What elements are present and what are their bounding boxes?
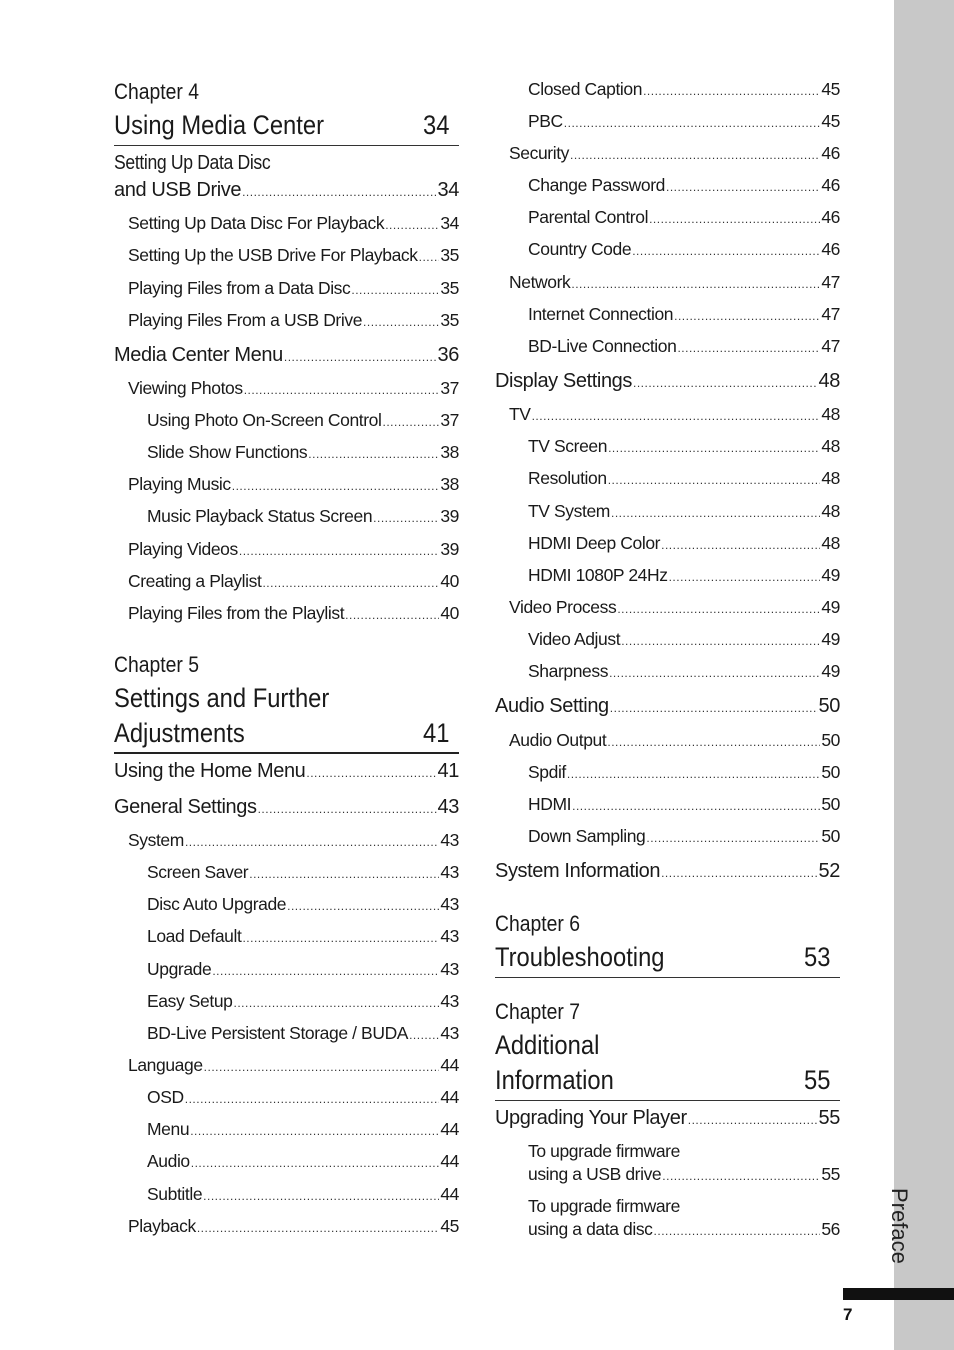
toc-entry[interactable] bbox=[528, 500, 840, 524]
toc-entry[interactable] bbox=[528, 793, 840, 817]
toc-entry[interactable] bbox=[528, 78, 840, 102]
chapter-title bbox=[495, 940, 840, 974]
toc-entry-page: 38 bbox=[440, 474, 459, 494]
toc-leader-dots bbox=[204, 1056, 440, 1078]
toc-entry-label: Language bbox=[128, 1055, 203, 1075]
chapter-label: Chapter 6 bbox=[495, 911, 581, 936]
toc-leader-dots bbox=[654, 1220, 821, 1242]
toc-entry[interactable] bbox=[528, 564, 840, 588]
toc-entry[interactable] bbox=[128, 570, 459, 594]
toc-entry[interactable] bbox=[495, 693, 840, 721]
toc-entry-page: 43 bbox=[440, 991, 459, 1011]
toc-entry[interactable] bbox=[495, 1105, 840, 1133]
toc-leader-dots bbox=[571, 273, 820, 295]
chapter-title bbox=[114, 681, 459, 715]
toc-entry-page: 39 bbox=[440, 539, 459, 559]
toc-leader-dots bbox=[607, 731, 820, 753]
toc-entry[interactable] bbox=[147, 1086, 459, 1110]
toc-entry[interactable] bbox=[128, 1215, 459, 1239]
toc-leader-dots bbox=[242, 179, 436, 205]
toc-leader-dots bbox=[661, 860, 817, 886]
toc-leader-dots bbox=[306, 760, 436, 786]
toc-entry-label: Playback bbox=[128, 1216, 196, 1236]
toc-entry[interactable] bbox=[128, 602, 459, 626]
toc-leader-dots bbox=[649, 208, 820, 230]
toc-entry[interactable] bbox=[147, 990, 459, 1014]
toc-entry-page: 49 bbox=[821, 597, 840, 617]
toc-entry[interactable] bbox=[509, 729, 840, 753]
toc-entry[interactable] bbox=[528, 660, 840, 684]
toc-entry-label: OSD bbox=[147, 1087, 184, 1107]
toc-entry-page: 40 bbox=[440, 571, 459, 591]
toc-leader-dots bbox=[244, 379, 440, 401]
toc-leader-dots bbox=[611, 502, 820, 524]
toc-leader-dots bbox=[239, 540, 439, 562]
toc-entry[interactable] bbox=[147, 1183, 459, 1207]
toc-entry-page: 46 bbox=[821, 143, 840, 163]
toc-leader-dots bbox=[677, 337, 820, 359]
toc-leader-dots bbox=[185, 1088, 440, 1110]
toc-entry-page: 50 bbox=[821, 826, 840, 846]
chapter-page: 34 bbox=[422, 110, 450, 140]
toc-entry-page: 48 bbox=[821, 404, 840, 424]
toc-entry[interactable] bbox=[528, 435, 840, 459]
toc-entry-label: Playing Files from the Playlist bbox=[128, 603, 345, 623]
chapter-title bbox=[495, 1063, 840, 1097]
toc-leader-dots bbox=[419, 246, 440, 268]
toc-entry-label: BD-Live Persistent Storage / BUDA bbox=[147, 1023, 409, 1043]
toc-leader-dots bbox=[383, 411, 440, 433]
toc-entry-label: Disc Auto Upgrade bbox=[147, 894, 287, 914]
toc-entry-label: Display Settings bbox=[495, 370, 632, 392]
toc-entry[interactable] bbox=[528, 467, 840, 491]
toc-entry-page: 38 bbox=[440, 442, 459, 462]
toc-leader-dots bbox=[662, 1165, 820, 1187]
toc-entry-label: Using Photo On-Screen Control bbox=[147, 410, 382, 430]
toc-entry-page: 40 bbox=[440, 603, 459, 623]
toc-entry[interactable] bbox=[128, 212, 459, 236]
chapter-title-text: Additional bbox=[495, 1030, 600, 1060]
toc-leader-dots bbox=[212, 960, 439, 982]
toc-entry-label: Upgrade bbox=[147, 959, 212, 979]
toc-entry-page: 34 bbox=[437, 179, 459, 201]
toc-entry[interactable] bbox=[528, 238, 840, 262]
toc-leader-dots bbox=[608, 469, 821, 491]
toc-entry-label: Country Code bbox=[528, 239, 632, 259]
toc-entry-page: 52 bbox=[818, 860, 840, 882]
toc-entry-page: 45 bbox=[821, 111, 840, 131]
toc-entry-page: 50 bbox=[821, 730, 840, 750]
toc-entry-label: Resolution bbox=[528, 468, 607, 488]
toc-entry[interactable] bbox=[128, 1054, 459, 1078]
toc-entry-page: 43 bbox=[440, 862, 459, 882]
toc-leader-dots bbox=[572, 795, 820, 817]
toc-entry-page: 43 bbox=[440, 959, 459, 979]
chapter-rule bbox=[114, 752, 459, 754]
toc-entry[interactable] bbox=[147, 441, 459, 465]
toc-leader-dots bbox=[373, 507, 439, 529]
toc-leader-dots bbox=[661, 534, 820, 556]
toc-entry[interactable] bbox=[128, 473, 459, 497]
toc-leader-dots bbox=[608, 437, 820, 459]
toc-leader-dots bbox=[669, 566, 821, 588]
toc-entry[interactable] bbox=[114, 342, 459, 370]
toc-entry-label: Menu bbox=[147, 1119, 190, 1139]
toc-entry-page: 43 bbox=[440, 830, 459, 850]
toc-entry-label: HDMI bbox=[528, 794, 572, 814]
toc-entry-label: Change Password bbox=[528, 175, 665, 195]
toc-entry[interactable] bbox=[509, 271, 840, 295]
toc-leader-dots bbox=[363, 311, 439, 333]
toc-entry-page: 35 bbox=[440, 310, 459, 330]
toc-leader-dots bbox=[532, 405, 821, 427]
toc-entry-label: To upgrade firmware bbox=[528, 1196, 680, 1216]
toc-entry[interactable] bbox=[147, 1022, 459, 1046]
toc-leader-dots bbox=[617, 598, 820, 620]
toc-entry-label: Parental Control bbox=[528, 207, 649, 227]
toc-leader-dots bbox=[564, 112, 821, 134]
toc-entry-page: 45 bbox=[440, 1216, 459, 1236]
toc-leader-dots bbox=[643, 80, 820, 102]
toc-entry[interactable] bbox=[528, 110, 840, 134]
toc-entry[interactable] bbox=[528, 1140, 840, 1162]
chapter-title bbox=[114, 108, 459, 142]
toc-entry-label: TV bbox=[509, 404, 531, 424]
toc-leader-dots bbox=[646, 827, 820, 849]
toc-entry-page: 44 bbox=[440, 1087, 459, 1107]
toc-entry-page: 44 bbox=[440, 1119, 459, 1139]
toc-entry[interactable] bbox=[495, 368, 840, 396]
toc-entry-page: 34 bbox=[440, 213, 459, 233]
toc-leader-dots bbox=[666, 176, 820, 198]
chapter-title-text: Troubleshooting bbox=[495, 942, 665, 972]
toc-leader-dots bbox=[287, 895, 439, 917]
toc-leader-dots bbox=[610, 695, 818, 721]
toc-entry-page: 49 bbox=[821, 661, 840, 681]
toc-leader-dots bbox=[632, 240, 820, 262]
toc-entry-label: Subtitle bbox=[147, 1184, 203, 1204]
chapter-page: 55 bbox=[803, 1065, 831, 1095]
toc-entry-label: and USB Drive bbox=[114, 179, 242, 201]
toc-entry-page: 44 bbox=[440, 1184, 459, 1204]
toc-entry-label: Screen Saver bbox=[147, 862, 249, 882]
toc-entry-page: 55 bbox=[818, 1107, 840, 1129]
toc-entry-label: To upgrade firmware bbox=[528, 1141, 680, 1161]
toc-entry-page: 50 bbox=[818, 695, 840, 717]
chapter-rule bbox=[495, 977, 840, 978]
toc-entry[interactable] bbox=[147, 505, 459, 529]
toc-leader-dots bbox=[385, 214, 439, 236]
chapter-label: Chapter 7 bbox=[495, 999, 581, 1024]
toc-entry-page: 36 bbox=[437, 344, 459, 366]
toc-entry[interactable] bbox=[147, 958, 459, 982]
toc-entry-page: 35 bbox=[440, 278, 459, 298]
toc-entry-page: 37 bbox=[440, 410, 459, 430]
toc-entry-page: 46 bbox=[821, 207, 840, 227]
toc-leader-dots bbox=[258, 796, 437, 822]
chapter-rule bbox=[114, 145, 459, 146]
toc-entry[interactable] bbox=[128, 377, 459, 401]
toc-leader-dots bbox=[191, 1152, 440, 1174]
toc-entry-label: HDMI 1080P 24Hz bbox=[528, 565, 668, 585]
toc-leader-dots bbox=[609, 662, 820, 684]
toc-entry-label: Setting Up Data Disc bbox=[114, 152, 271, 174]
toc-leader-dots bbox=[409, 1024, 439, 1046]
toc-entry-page: 55 bbox=[821, 1164, 840, 1184]
page-number-bar bbox=[843, 1288, 954, 1300]
toc-entry[interactable] bbox=[528, 335, 840, 359]
toc-entry-label: Internet Connection bbox=[528, 304, 674, 324]
toc-entry-label: using a data disc bbox=[528, 1219, 653, 1239]
toc-entry-label: Media Center Menu bbox=[114, 344, 283, 366]
toc-leader-dots bbox=[688, 1107, 818, 1133]
chapter-title bbox=[114, 716, 459, 750]
toc-entry[interactable] bbox=[114, 177, 459, 205]
toc-entry-page: 37 bbox=[440, 378, 459, 398]
toc-entry[interactable] bbox=[114, 758, 459, 786]
chapter-title-text: Using Media Center bbox=[114, 110, 324, 140]
chapter-label: Chapter 5 bbox=[114, 652, 200, 677]
toc-entry-label: Spdif bbox=[528, 762, 566, 782]
toc-entry-label: Upgrading Your Player bbox=[495, 1107, 687, 1129]
toc-entry-label: System bbox=[128, 830, 184, 850]
toc-entry[interactable] bbox=[114, 150, 459, 176]
toc-entry[interactable] bbox=[128, 309, 459, 333]
chapter-title bbox=[495, 1028, 840, 1062]
toc-leader-dots bbox=[633, 370, 818, 396]
toc-entry[interactable] bbox=[528, 1163, 840, 1187]
toc-entry-page: 43 bbox=[440, 1023, 459, 1043]
side-tab-label bbox=[878, 1188, 918, 1268]
toc-entry-label: System Information bbox=[495, 860, 661, 882]
toc-entry-page: 43 bbox=[440, 926, 459, 946]
toc-entry-page: 47 bbox=[821, 304, 840, 324]
toc-entry-page: 48 bbox=[818, 370, 840, 392]
toc-leader-dots bbox=[190, 1120, 439, 1142]
toc-entry[interactable] bbox=[528, 174, 840, 198]
toc-entry-label: Load Default bbox=[147, 926, 242, 946]
toc-entry-page: 50 bbox=[821, 794, 840, 814]
side-tab bbox=[894, 0, 954, 1350]
toc-entry-label: Playing Files from a Data Disc bbox=[128, 278, 351, 298]
toc-entry-label: Sharpness bbox=[528, 661, 609, 681]
toc-leader-dots bbox=[232, 475, 440, 497]
toc-leader-dots bbox=[308, 443, 439, 465]
toc-entry-page: 39 bbox=[440, 506, 459, 526]
toc-entry-label: Audio Setting bbox=[495, 695, 609, 717]
toc-entry-label: Audio bbox=[147, 1151, 190, 1171]
toc-entry-page: 41 bbox=[437, 760, 459, 782]
toc-entry-label: Playing Files From a USB Drive bbox=[128, 310, 363, 330]
toc-entry[interactable] bbox=[528, 206, 840, 230]
toc-entry-label: Video Process bbox=[509, 597, 617, 617]
toc-leader-dots bbox=[185, 831, 439, 853]
toc-entry-label: Down Sampling bbox=[528, 826, 646, 846]
toc-leader-dots bbox=[262, 572, 439, 594]
toc-entry[interactable] bbox=[128, 538, 459, 562]
toc-leader-dots bbox=[242, 927, 439, 949]
toc-entry[interactable] bbox=[528, 1195, 840, 1217]
toc-entry-label: Security bbox=[509, 143, 570, 163]
toc-entry-label: Easy Setup bbox=[147, 991, 233, 1011]
page-number: 7 bbox=[843, 1305, 853, 1324]
toc-entry[interactable] bbox=[509, 142, 840, 166]
toc-entry-label: Setting Up Data Disc For Playback bbox=[128, 213, 385, 233]
toc-leader-dots bbox=[351, 279, 439, 301]
toc-entry-label: Using the Home Menu bbox=[114, 760, 306, 782]
toc-entry[interactable] bbox=[128, 277, 459, 301]
toc-entry-page: 47 bbox=[821, 272, 840, 292]
toc-entry[interactable] bbox=[528, 532, 840, 556]
toc-leader-dots bbox=[570, 144, 820, 166]
toc-entry-page: 43 bbox=[437, 796, 459, 818]
toc-entry-label: Audio Output bbox=[509, 730, 607, 750]
toc-entry[interactable] bbox=[147, 861, 459, 885]
toc-entry-label: Creating a Playlist bbox=[128, 571, 262, 591]
toc-entry-page: 50 bbox=[821, 762, 840, 782]
toc-entry-label: Slide Show Functions bbox=[147, 442, 308, 462]
toc-leader-dots bbox=[621, 630, 820, 652]
toc-entry-page: 35 bbox=[440, 245, 459, 265]
toc-entry-label: Network bbox=[509, 272, 571, 292]
toc-entry-page: 45 bbox=[821, 79, 840, 99]
toc-entry-page: 48 bbox=[821, 468, 840, 488]
toc-entry-label: Viewing Photos bbox=[128, 378, 243, 398]
toc-entry[interactable] bbox=[528, 761, 840, 785]
toc-entry-label: Playing Videos bbox=[128, 539, 238, 559]
toc-entry[interactable] bbox=[528, 1218, 840, 1242]
toc-entry-page: 49 bbox=[821, 629, 840, 649]
toc-entry[interactable] bbox=[509, 596, 840, 620]
chapter-page: 53 bbox=[803, 942, 831, 972]
toc-entry[interactable] bbox=[528, 825, 840, 849]
chapter-title-text: Information bbox=[495, 1065, 614, 1095]
toc-leader-dots bbox=[567, 763, 820, 785]
toc-entry[interactable] bbox=[147, 925, 459, 949]
toc-entry[interactable] bbox=[147, 409, 459, 433]
toc-entry-page: 46 bbox=[821, 175, 840, 195]
side-tab-text: Preface bbox=[887, 1188, 912, 1264]
toc-entry[interactable] bbox=[128, 244, 459, 268]
toc-entry[interactable] bbox=[147, 1118, 459, 1142]
toc-entry-label: BD-Live Connection bbox=[528, 336, 677, 356]
toc-entry-page: 48 bbox=[821, 533, 840, 553]
toc-entry-page: 49 bbox=[821, 565, 840, 585]
toc-entry-label: Video Adjust bbox=[528, 629, 621, 649]
chapter-label: Chapter 4 bbox=[114, 79, 200, 104]
chapter-title-text: Adjustments bbox=[114, 718, 245, 748]
toc-entry[interactable] bbox=[509, 403, 840, 427]
toc-leader-dots bbox=[234, 992, 440, 1014]
toc-entry-label: Setting Up the USB Drive For Playback bbox=[128, 245, 418, 265]
chapter-title-text: Settings and Further bbox=[114, 683, 330, 713]
toc-leader-dots bbox=[345, 604, 439, 626]
toc-entry-label: TV Screen bbox=[528, 436, 608, 456]
toc-entry-label: using a USB drive bbox=[528, 1164, 662, 1184]
toc-entry-page: 56 bbox=[821, 1219, 840, 1239]
toc-leader-dots bbox=[249, 863, 439, 885]
chapter-page: 41 bbox=[422, 718, 450, 748]
toc-entry-label: Playing Music bbox=[128, 474, 231, 494]
toc-entry-label: HDMI Deep Color bbox=[528, 533, 661, 553]
chapter-rule bbox=[495, 1100, 840, 1101]
toc-entry-label: Closed Caption bbox=[528, 79, 643, 99]
toc-entry-page: 43 bbox=[440, 894, 459, 914]
toc-entry-page: 47 bbox=[821, 336, 840, 356]
toc-entry-page: 44 bbox=[440, 1055, 459, 1075]
toc-entry[interactable] bbox=[147, 1150, 459, 1174]
toc-entry-label: Music Playback Status Screen bbox=[147, 506, 373, 526]
toc-entry[interactable] bbox=[147, 893, 459, 917]
toc-entry-page: 48 bbox=[821, 501, 840, 521]
toc-entry[interactable] bbox=[114, 794, 459, 822]
toc-leader-dots bbox=[674, 305, 820, 327]
toc-entry-page: 46 bbox=[821, 239, 840, 259]
toc-entry-label: General Settings bbox=[114, 796, 257, 818]
toc-entry-label: TV System bbox=[528, 501, 610, 521]
toc-entry[interactable] bbox=[495, 858, 840, 886]
toc-leader-dots bbox=[284, 344, 437, 370]
toc-leader-dots bbox=[203, 1185, 439, 1207]
toc-leader-dots bbox=[197, 1217, 440, 1239]
toc-entry-page: 48 bbox=[821, 436, 840, 456]
toc-entry-page: 44 bbox=[440, 1151, 459, 1171]
toc-entry[interactable] bbox=[128, 829, 459, 853]
toc-entry[interactable] bbox=[528, 303, 840, 327]
toc-entry-label: PBC bbox=[528, 111, 563, 131]
toc-entry[interactable] bbox=[528, 628, 840, 652]
